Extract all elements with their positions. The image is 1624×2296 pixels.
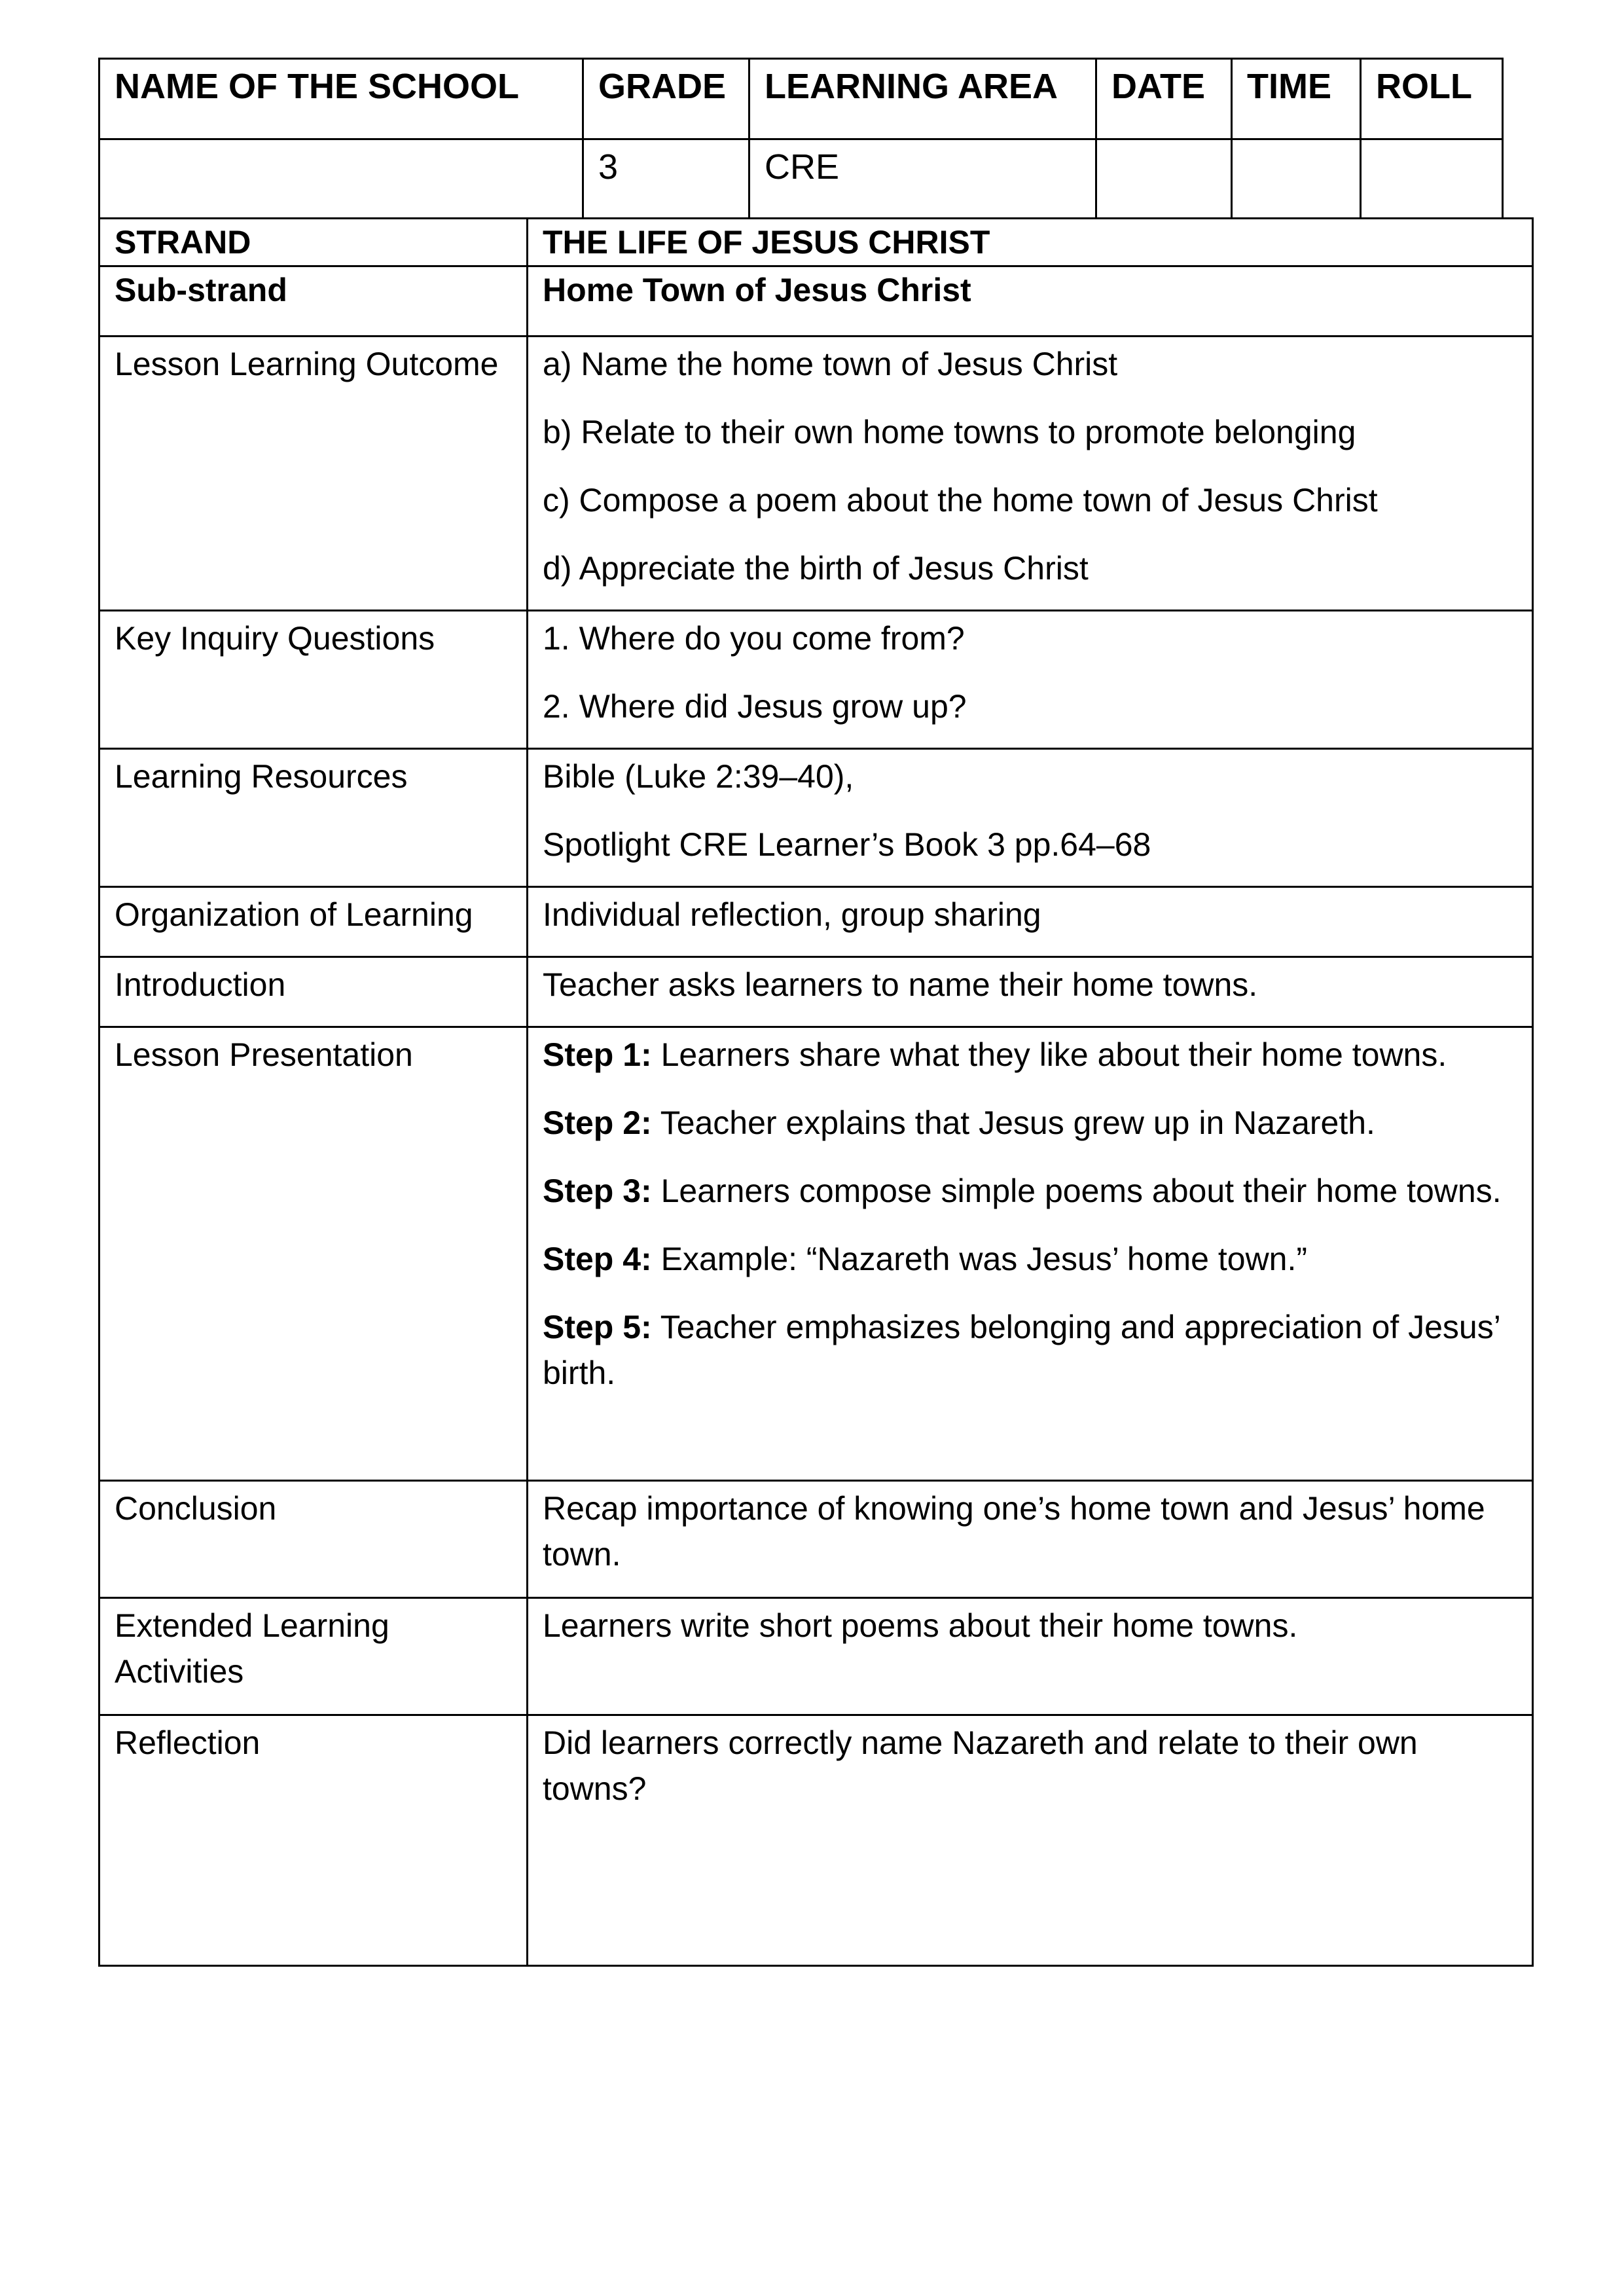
grade-value: 3 [583,139,749,219]
step-text: Teacher explains that Jesus grew up in Nazareth. [651,1104,1375,1141]
step-text: Teacher emphasizes belonging and appreciation of Jesus’ birth. [543,1309,1500,1391]
outcomes-label: Lesson Learning Outcome [99,337,528,611]
outcome-item: c) Compose a poem about the home town of Jesus Christ [543,482,1378,519]
time-header: TIME [1232,59,1361,139]
resources-label: Learning Resources [99,749,528,887]
grade-header: GRADE [583,59,749,139]
outcome-item: a) Name the home town of Jesus Christ [543,346,1118,382]
organization-value: Individual reflection, group sharing [528,887,1533,957]
inquiry-item: 2. Where did Jesus grow up? [543,688,967,725]
school-name-value [99,139,583,219]
strand-value: THE LIFE OF JESUS CHRIST [528,219,1533,266]
step-label: Step 1: [543,1036,652,1073]
date-header: DATE [1096,59,1232,139]
introduction-row [99,957,1533,1027]
date-value [1096,139,1232,219]
sub-strand-label: Sub-strand [99,266,528,337]
outcome-item: b) Relate to their own home towns to promote belonging [543,414,1356,450]
inquiry-item: 1. Where do you come from? [543,620,965,657]
header-values-row [99,139,1503,219]
header-row [99,59,1503,139]
inquiry-row [99,611,1533,749]
learning-area-value: CRE [749,139,1096,219]
sub-strand-value: Home Town of Jesus Christ [528,266,1533,337]
step-item [543,1168,1517,1214]
step-label: Step 2: [543,1104,652,1141]
presentation-label: Lesson Presentation [99,1027,528,1481]
roll-value [1361,139,1503,219]
step-label: Step 5: [543,1309,652,1345]
reflection-row [99,1715,1533,1966]
presentation-row [99,1027,1533,1481]
lesson-plan-table [98,217,1534,1967]
step-label: Step 3: [543,1173,652,1209]
outcomes-row [99,337,1533,611]
roll-header: ROLL [1361,59,1503,139]
strand-row [99,219,1533,266]
extended-label: Extended Learning Activities [99,1598,528,1715]
introduction-value: Teacher asks learners to name their home towns. [528,957,1533,1027]
conclusion-value: Recap importance of knowing one’s home town and Jesus’ home town. [528,1481,1533,1598]
sub-strand-row [99,266,1533,337]
time-value [1232,139,1361,219]
extended-value: Learners write short poems about their home towns. [528,1598,1533,1715]
header-table [98,58,1504,219]
conclusion-label: Conclusion [99,1481,528,1598]
reflection-value: Did learners correctly name Nazareth and relate to their own towns? [528,1715,1533,1966]
extended-row [99,1598,1533,1715]
reflection-label: Reflection [99,1715,528,1966]
resource-item: Bible (Luke 2:39–40), [543,758,854,795]
step-item [543,1304,1517,1396]
conclusion-row [99,1481,1533,1598]
outcome-item: d) Appreciate the birth of Jesus Christ [543,550,1089,587]
step-item [543,1100,1517,1146]
step-item [543,1236,1517,1282]
inquiry-label: Key Inquiry Questions [99,611,528,749]
outcomes-list [528,337,1533,611]
strand-label: STRAND [99,219,528,266]
inquiry-list [528,611,1533,749]
step-item [543,1032,1517,1078]
learning-area-header: LEARNING AREA [749,59,1096,139]
organization-row [99,887,1533,957]
resources-list [528,749,1533,887]
step-label: Step 4: [543,1241,652,1277]
step-text: Example: “Nazareth was Jesus’ home town.” [651,1241,1308,1277]
resources-row [99,749,1533,887]
organization-label: Organization of Learning [99,887,528,957]
step-text: Learners compose simple poems about their home towns. [651,1173,1502,1209]
school-name-header: NAME OF THE SCHOOL [99,59,583,139]
presentation-steps [528,1027,1533,1481]
step-text: Learners share what they like about their home towns. [651,1036,1447,1073]
introduction-label: Introduction [99,957,528,1027]
resource-item: Spotlight CRE Learner’s Book 3 pp.64–68 [543,826,1151,863]
